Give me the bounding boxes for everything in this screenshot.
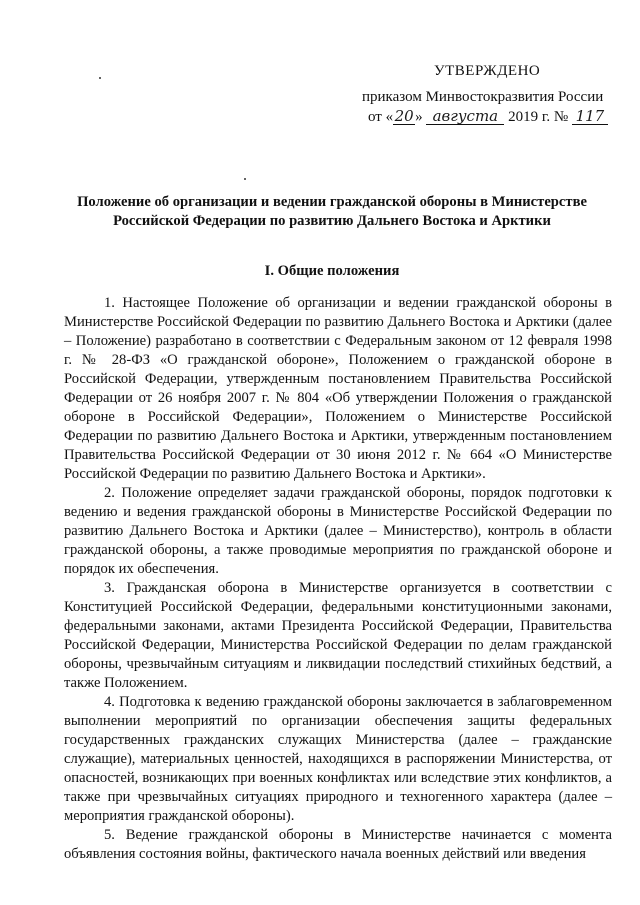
scan-speck: [244, 178, 246, 180]
paragraph: 5. Ведение гражданской обороны в Министерстве начинается с момента объявления состояния войны, фактического начала военных действий или введения: [64, 827, 612, 862]
date-quote-close: »: [415, 109, 423, 125]
approval-heading: УТВЕРЖДЕНО: [434, 63, 541, 79]
approval-year-text: 2019 г. №: [508, 109, 569, 125]
paragraph: 2. Положение определяет задачи гражданской обороны, порядок подготовки к ведению и ведения гражданской обороны в Министерстве Российской Федерации по развитию Дальнего Востока и Арктики (далее – Министерство), контроль в области гражданской обороны, а также проводимые мероприятия по гражданской обороне и порядок их обеспечения.: [64, 485, 612, 577]
paragraph: 3. Гражданская оборона в Министерстве организуется в соответствии с Конституцией Российской Федерации, федеральными конституционными законами, федеральными законами, актами Президента Российской Федерации, Правительства Российской Федерации, Министерства Российской Федерации по делам гражданской обороны, чрезвычайным ситуациям и ликвидации последствий стихийных бедствий, а также Положением.: [64, 580, 612, 691]
approval-day: 20: [394, 107, 414, 125]
document-body: [64, 294, 612, 864]
approval-month: августа: [426, 109, 504, 125]
paragraph: 1. Настоящее Положение об организации и ведении гражданской обороны в Министерстве Российской Федерации по развитию Дальнего Востока и Арктики (далее – Положение) разработано в соответствии с Федеральным законом от 12 февраля 1998 г. № 28-ФЗ «О гражданской обороне», Положением о гражданской обороне в Российской Федерации, утвержденным постановлением Правительства Российской Федерации от 26 ноября 2007 г. № 804 «Об утверждении Положения о гражданской обороне в Российской Федерации», Положением о Министерстве Российской Федерации по развитию Дальнего Востока и Арктики, утвержденным постановлением Правительства Российской Федерации от 30 июня 2012 г. № 664 «О Министерстве Российской Федерации по развитию Дальнего Востока и Арктики».: [64, 295, 612, 482]
date-prefix: от «: [368, 109, 394, 125]
approval-order-text: приказом Минвостокразвития России: [362, 89, 604, 105]
approval-number: 117: [572, 109, 608, 125]
paragraph: 4. Подготовка к ведению гражданской обороны заключается в заблаговременном выполнении мероприятий по организации обеспечения защиты федеральных государственных гражданских служащих Министерства (далее – гражданские служащие), материальных ценностей, находящихся в распоряжении Министерства, от опасностей, возникающих при военных конфликтах или вследствие этих конфликтов, а также при чрезвычайных ситуациях природного и техногенного характера (далее – мероприятия гражданской обороны).: [64, 694, 612, 824]
approval-date-line: [368, 108, 618, 126]
document-title: Положение об организации и ведении гражданской обороны в Министерстве Российской Федерации по развитию Дальнего Востока и Арктики: [77, 194, 587, 229]
scan-speck: [99, 77, 101, 79]
section-heading: I. Общие положения: [264, 263, 400, 279]
